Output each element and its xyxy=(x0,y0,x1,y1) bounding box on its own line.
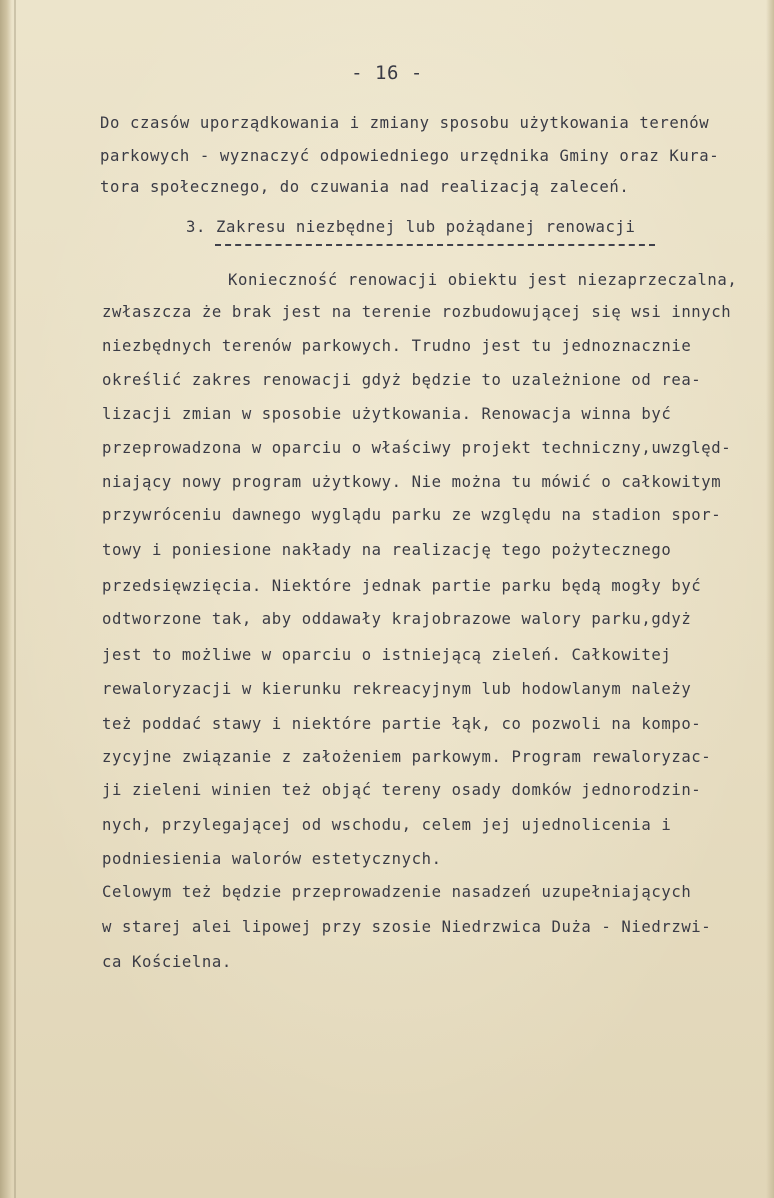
body-line: jest to możliwe w oparciu o istniejącą zieleń. Całkowitej xyxy=(102,646,672,664)
body-line: podniesienia walorów estetycznych. xyxy=(102,850,442,868)
heading-underline xyxy=(215,244,655,246)
intro-line: parkowych - wyznaczyć odpowiedniego urzędnika Gminy oraz Kura- xyxy=(100,147,720,165)
body-line: przywróceniu dawnego wyglądu parku ze względu na stadion spor- xyxy=(102,506,722,524)
body-line: odtworzone tak, aby oddawały krajobrazowe walory parku,gdyż xyxy=(102,610,692,628)
body-line: towy i poniesione nakłady na realizację tego pożytecznego xyxy=(102,541,672,559)
intro-line: Do czasów uporządkowania i zmiany sposobu użytkowania terenów xyxy=(100,114,710,132)
body-line: niezbędnych terenów parkowych. Trudno jest tu jednoznacznie xyxy=(102,337,692,355)
body-line: rewaloryzacji w kierunku rekreacyjnym lub hodowlanym należy xyxy=(102,680,692,698)
intro-line: tora społecznego, do czuwania nad realizacją zaleceń. xyxy=(100,178,630,196)
body-line: ji zieleni winien też objąć tereny osady domków jednorodzin- xyxy=(102,781,702,799)
page-left-edge xyxy=(0,0,12,1198)
body-line: niający nowy program użytkowy. Nie można tu mówić o całkowitym xyxy=(102,473,722,491)
body-line: określić zakres renowacji gdyż będzie to uzależnione od rea- xyxy=(102,371,702,389)
body-line: przedsięwzięcia. Niektóre jednak partie parku będą mogły być xyxy=(102,577,702,595)
page-right-edge xyxy=(766,0,774,1198)
body-line: Celowym też będzie przeprowadzenie nasadzeń uzupełniających xyxy=(102,883,692,901)
body-line: w starej alei lipowej przy szosie Niedrzwica Duża - Niedrzwi- xyxy=(102,918,712,936)
page-fold-shadow xyxy=(14,0,16,1198)
page-number: - 16 - xyxy=(351,62,423,84)
body-line: przeprowadzona w oparciu o właściwy projekt techniczny,uwzględ- xyxy=(102,439,732,457)
section-heading: 3. Zakresu niezbędnej lub pożądanej renowacji xyxy=(186,218,636,236)
body-line: ca Kościelna. xyxy=(102,953,232,971)
body-line: zycyjne związanie z założeniem parkowym. Program rewaloryzac- xyxy=(102,748,712,766)
body-line: nych, przylegającej od wschodu, celem jej ujednolicenia i xyxy=(102,816,672,834)
body-line: lizacji zmian w sposobie użytkowania. Renowacja winna być xyxy=(102,405,672,423)
body-line: też poddać stawy i niektóre partie łąk, co pozwoli na kompo- xyxy=(102,715,702,733)
body-line: zwłaszcza że brak jest na terenie rozbudowującej się wsi innych xyxy=(102,303,732,321)
body-line: Konieczność renowacji obiektu jest niezaprzeczalna, xyxy=(228,271,738,289)
